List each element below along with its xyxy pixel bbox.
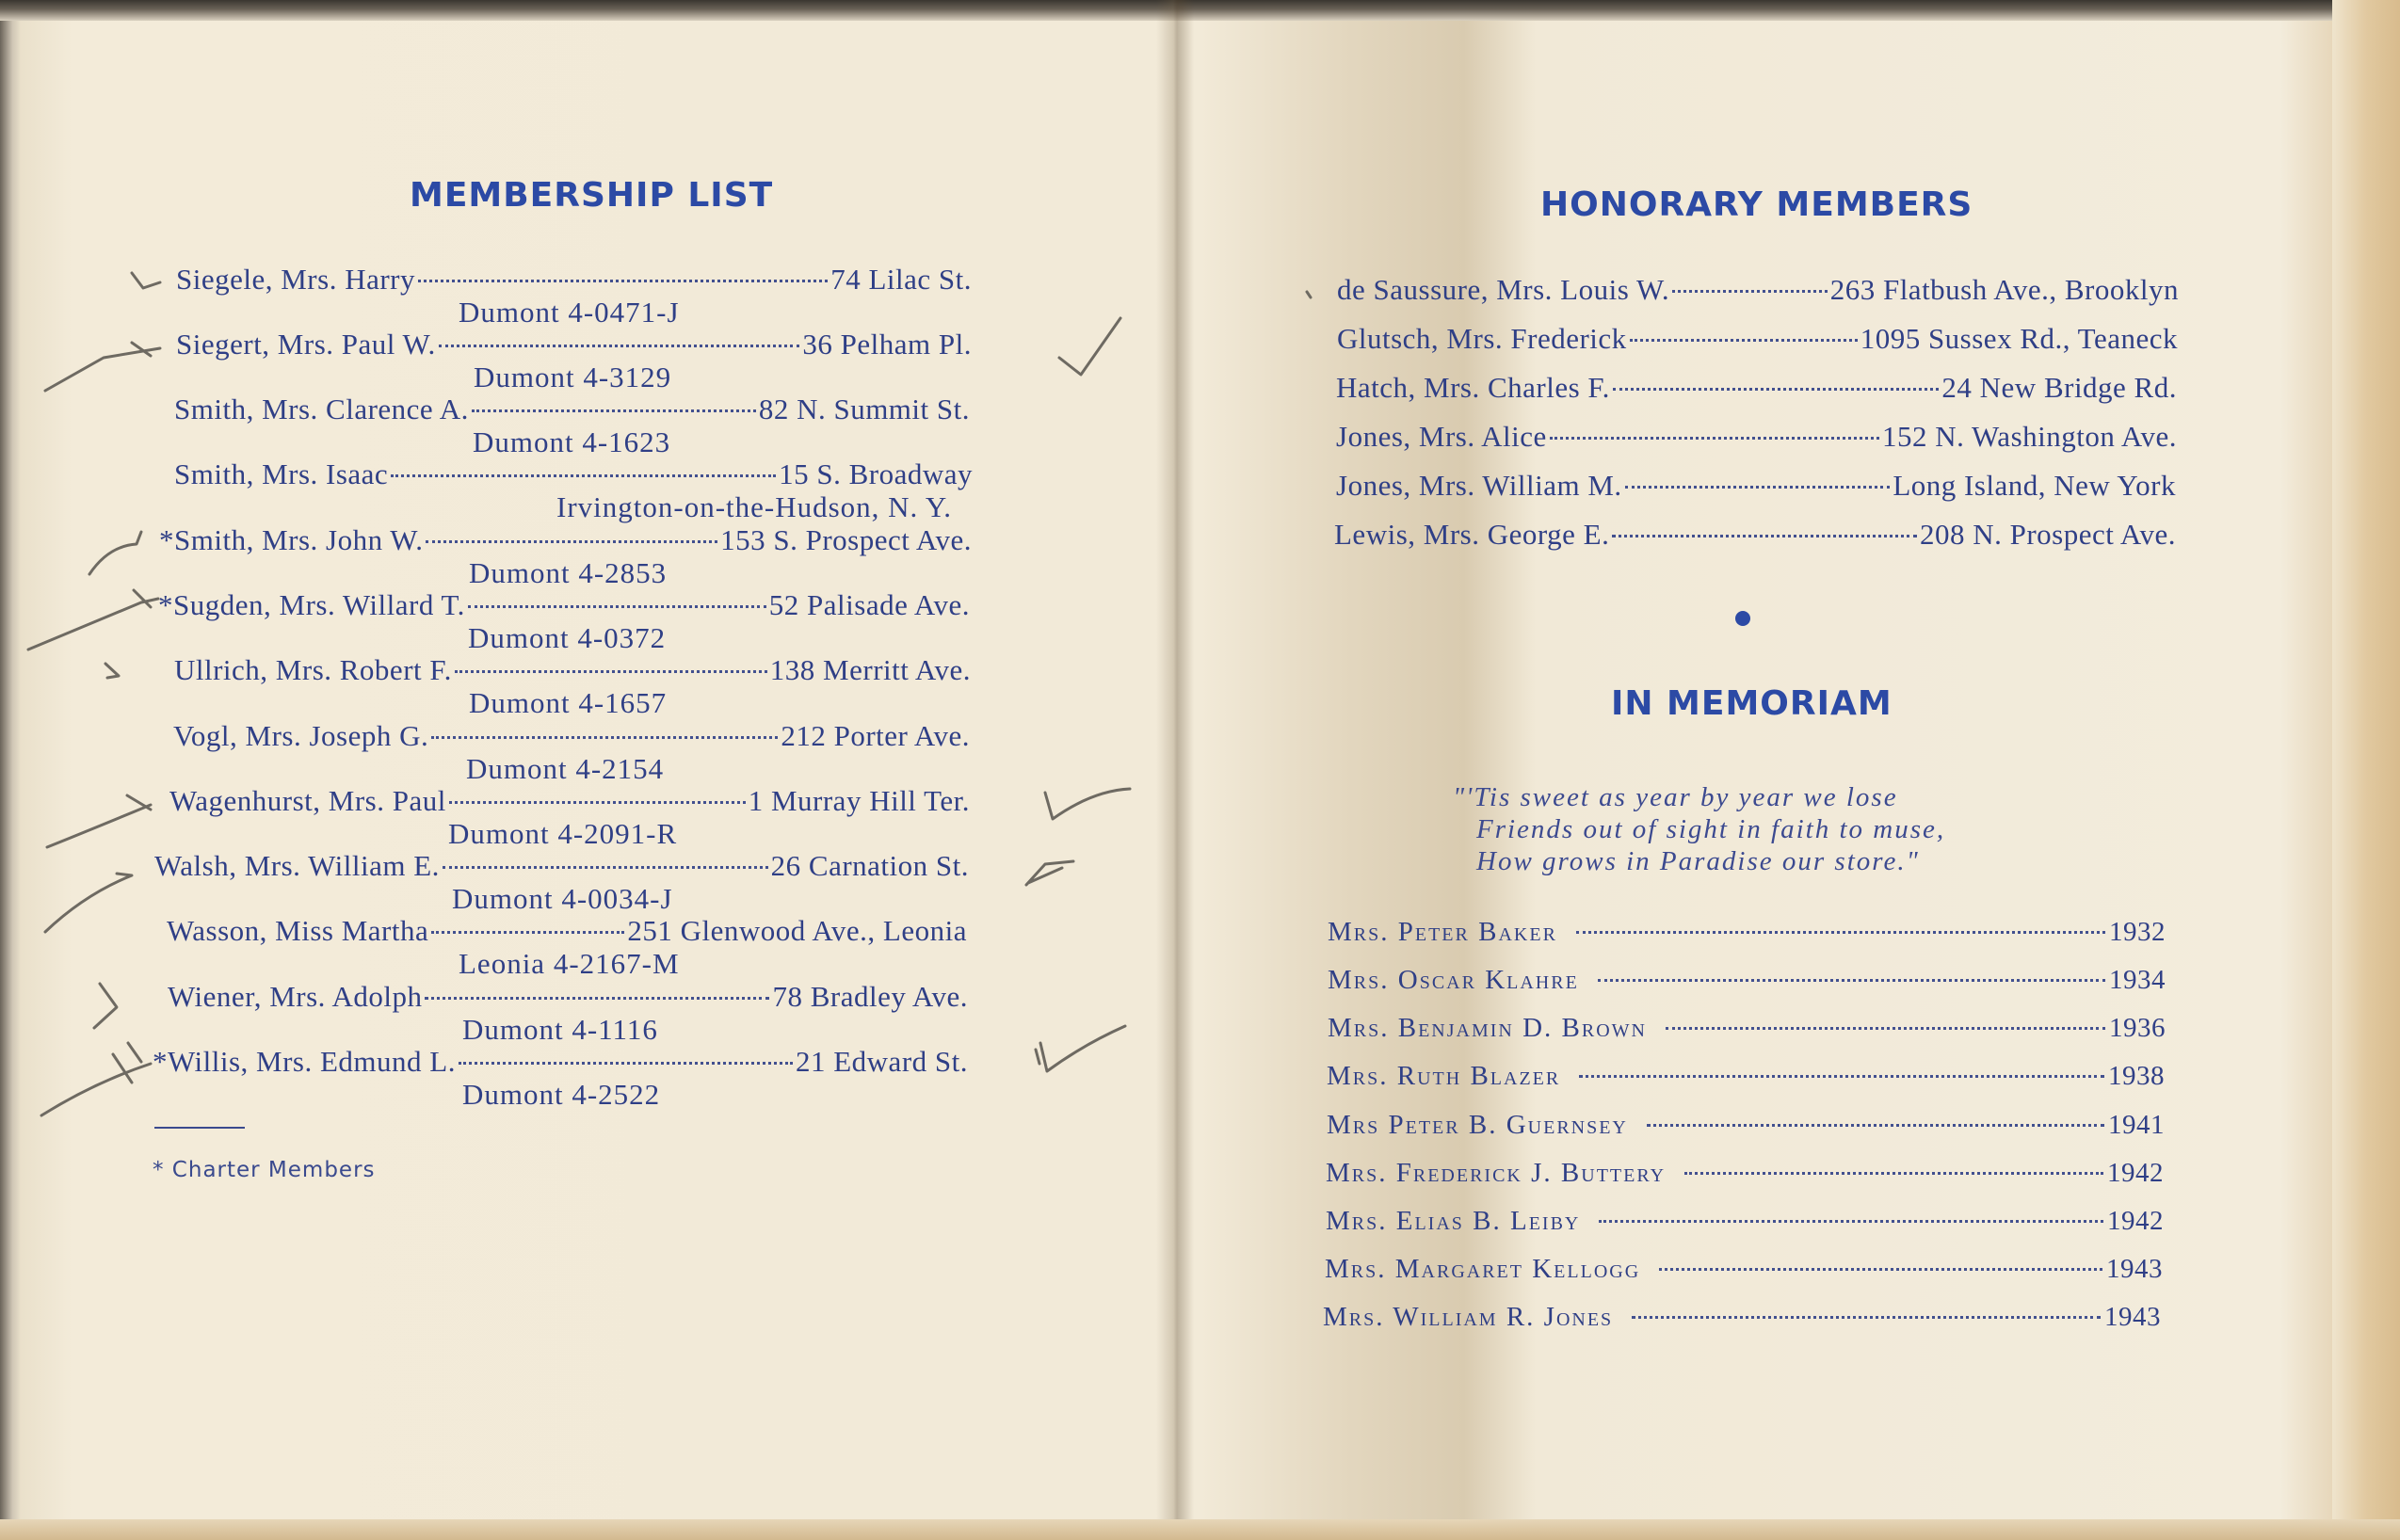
footnote-rule	[154, 1127, 245, 1129]
memorial-name: Mrs Peter B. Guernsey	[1327, 1110, 1628, 1140]
member-entry-line	[153, 1045, 968, 1079]
honorary-entry-line	[1336, 469, 2176, 503]
page-edge-right	[2332, 0, 2400, 1540]
dot-leader	[425, 997, 769, 1000]
dot-leader	[426, 540, 717, 543]
dot-leader	[431, 736, 778, 739]
member-address: 138 Merritt Ave.	[769, 653, 971, 686]
member-phone: Leonia 4-2167-M	[459, 947, 680, 980]
dot-leader	[431, 931, 624, 934]
member-name: Walsh, Mrs. William E.	[154, 849, 440, 882]
member-address: 74 Lilac St.	[830, 263, 972, 296]
member-name: Vogl, Mrs. Joseph G.	[173, 719, 429, 752]
member-phone: Dumont 4-2154	[466, 752, 665, 785]
memorial-name: Mrs. Peter Baker	[1328, 917, 1557, 947]
memorial-year: 1934	[2109, 965, 2166, 995]
dot-leader	[443, 866, 768, 869]
member-phone: Dumont 4-0372	[468, 621, 667, 654]
member-phone: Dumont 4-2091-R	[448, 817, 678, 850]
member-phone: Dumont 4-1623	[473, 425, 671, 458]
dot-leader	[1625, 486, 1891, 489]
member-name: Smith, Mrs. Isaac	[174, 457, 389, 490]
dot-leader	[1613, 388, 1939, 391]
dot-leader	[1632, 1316, 2101, 1319]
memorial-name: Mrs. Benjamin D. Brown	[1328, 1013, 1648, 1043]
memorial-entry-line	[1326, 1206, 2164, 1237]
memorial-entry-line	[1326, 1158, 2164, 1189]
honorary-entry-line	[1336, 420, 2177, 454]
member-entry-line	[167, 914, 967, 948]
member-address: 15 S. Broadway	[779, 457, 973, 490]
memorial-entry-line	[1328, 965, 2166, 996]
memorial-entry-line	[1328, 1013, 2166, 1044]
member-name: Siegele, Mrs. Harry	[176, 263, 415, 296]
dot-leader	[459, 1062, 793, 1065]
dot-leader	[418, 280, 828, 282]
memorial-year: 1941	[2108, 1110, 2165, 1140]
member-name: Wagenhurst, Mrs. Paul	[169, 784, 446, 817]
member-address: 78 Bradley Ave.	[772, 980, 968, 1013]
book-gutter	[1156, 0, 1194, 1540]
honorary-name: de Saussure, Mrs. Louis W.	[1337, 273, 1670, 306]
page-edge-bottom	[0, 1519, 2400, 1540]
honorary-name: Jones, Mrs. William M.	[1336, 469, 1622, 502]
memorial-name: Mrs. Oscar Klahre	[1328, 965, 1579, 995]
dot-leader	[439, 345, 800, 347]
member-entry-line	[158, 588, 970, 622]
honorary-address: Long Island, New York	[1893, 469, 2176, 502]
memorial-entry-line	[1327, 1061, 2165, 1092]
honorary-entry-line	[1337, 273, 2179, 307]
memorial-year: 1943	[2106, 1254, 2163, 1284]
honorary-name: Jones, Mrs. Alice	[1336, 420, 1547, 453]
member-name: *Willis, Mrs. Edmund L.	[153, 1045, 456, 1078]
member-phone: Dumont 4-1657	[469, 686, 668, 719]
dot-leader	[1598, 979, 2105, 982]
dot-leader	[472, 409, 756, 412]
member-phone: Dumont 4-3129	[474, 361, 672, 393]
memorial-entry-line	[1323, 1302, 2161, 1333]
dot-leader	[1666, 1027, 2105, 1030]
charter-members-footnote: * Charter Members	[153, 1158, 376, 1182]
dot-leader	[1576, 931, 2105, 934]
member-phone: Dumont 4-2853	[469, 556, 668, 589]
member-name: Siegert, Mrs. Paul W.	[176, 328, 436, 361]
member-city: Irvington-on-the-Hudson, N. Y.	[556, 490, 953, 523]
honorary-entry-line	[1337, 322, 2178, 356]
member-entry-line	[154, 849, 969, 883]
memorial-name: Mrs. Frederick J. Buttery	[1326, 1158, 1667, 1188]
honorary-entry-line	[1336, 371, 2177, 405]
honorary-name: Lewis, Mrs. George E.	[1334, 518, 1610, 551]
member-phone: Dumont 4-0034-J	[452, 882, 673, 915]
dot-leader	[1630, 339, 1858, 342]
member-name: Smith, Mrs. Clarence A.	[174, 393, 469, 425]
memorial-name: Mrs. Ruth Blazer	[1327, 1061, 1561, 1091]
member-address: 82 N. Summit St.	[758, 393, 970, 425]
memorial-name: Mrs. William R. Jones	[1323, 1302, 1614, 1332]
member-name: Wiener, Mrs. Adolph	[168, 980, 423, 1013]
member-address: 153 S. Prospect Ave.	[720, 523, 972, 556]
in-memoriam-title: IN MEMORIAM	[1611, 684, 1893, 723]
honorary-name: Hatch, Mrs. Charles F.	[1336, 371, 1610, 404]
section-divider-bullet	[1735, 611, 1750, 626]
memorial-name: Mrs. Margaret Kellogg	[1325, 1254, 1641, 1284]
memorial-year: 1932	[2109, 917, 2166, 947]
member-entry-line	[173, 719, 970, 753]
left-page	[21, 21, 1156, 1519]
member-entry-line	[168, 980, 968, 1014]
page-edge-top	[0, 0, 2400, 21]
member-entry-line	[174, 393, 970, 426]
member-entry-line	[176, 263, 972, 297]
honorary-entry-line	[1334, 518, 2176, 552]
memorial-poem-line: Friends out of sight in faith to muse,	[1476, 814, 1946, 844]
honorary-address: 152 N. Washington Ave.	[1881, 420, 2177, 453]
honorary-address: 24 New Bridge Rd.	[1941, 371, 2177, 404]
memorial-year: 1943	[2104, 1302, 2161, 1332]
member-name: Wasson, Miss Martha	[167, 914, 429, 947]
dot-leader	[1612, 535, 1917, 537]
dot-leader	[449, 801, 746, 804]
memorial-year: 1942	[2107, 1158, 2164, 1188]
member-address: 1 Murray Hill Ter.	[748, 784, 970, 817]
member-address: 251 Glenwood Ave., Leonia	[627, 914, 967, 947]
memorial-year: 1942	[2107, 1206, 2164, 1236]
dot-leader	[468, 605, 766, 608]
honorary-name: Glutsch, Mrs. Frederick	[1337, 322, 1627, 355]
memorial-year: 1938	[2108, 1061, 2165, 1091]
dot-leader	[1659, 1268, 2102, 1271]
dot-leader	[391, 474, 776, 477]
honorary-address: 263 Flatbush Ave., Brooklyn	[1829, 273, 2179, 306]
member-entry-line	[174, 653, 971, 687]
dot-leader	[1684, 1172, 2103, 1175]
member-entry-line	[174, 457, 973, 491]
member-phone: Dumont 4-1116	[462, 1013, 658, 1046]
memorial-year: 1936	[2109, 1013, 2166, 1043]
dot-leader	[1550, 437, 1879, 440]
member-address: 52 Palisade Ave.	[768, 588, 970, 621]
memorial-name: Mrs. Elias B. Leiby	[1326, 1206, 1581, 1236]
member-name: *Smith, Mrs. John W.	[159, 523, 424, 556]
member-address: 26 Carnation St.	[770, 849, 969, 882]
honorary-address: 208 N. Prospect Ave.	[1919, 518, 2176, 551]
memorial-entry-line	[1327, 1110, 2165, 1141]
member-entry-line	[169, 784, 970, 818]
honorary-members-title: HONORARY MEMBERS	[1540, 185, 1973, 224]
member-address: 36 Pelham Pl.	[802, 328, 972, 361]
memorial-entry-line	[1328, 917, 2166, 948]
member-name: *Sugden, Mrs. Willard T.	[158, 588, 465, 621]
member-name: Ullrich, Mrs. Robert F.	[174, 653, 452, 686]
dot-leader	[455, 670, 767, 673]
memorial-entry-line	[1325, 1254, 2163, 1285]
dot-leader	[1672, 290, 1828, 293]
honorary-address: 1095 Sussex Rd., Teaneck	[1860, 322, 2178, 355]
memorial-poem-line: "'Tis sweet as year by year we lose	[1453, 782, 1898, 812]
member-address: 21 Edward St.	[795, 1045, 968, 1078]
membership-title: MEMBERSHIP LIST	[410, 176, 774, 215]
dot-leader	[1599, 1220, 2103, 1223]
member-address: 212 Porter Ave.	[781, 719, 970, 752]
right-page	[1194, 21, 2332, 1519]
dot-leader	[1579, 1075, 2104, 1078]
memorial-poem-line: How grows in Paradise our store."	[1476, 846, 1920, 876]
page-edge-left	[0, 0, 21, 1540]
member-entry-line	[159, 523, 972, 557]
member-entry-line	[176, 328, 972, 361]
member-phone: Dumont 4-2522	[462, 1078, 661, 1111]
member-phone: Dumont 4-0471-J	[459, 296, 680, 329]
dot-leader	[1647, 1124, 2104, 1127]
